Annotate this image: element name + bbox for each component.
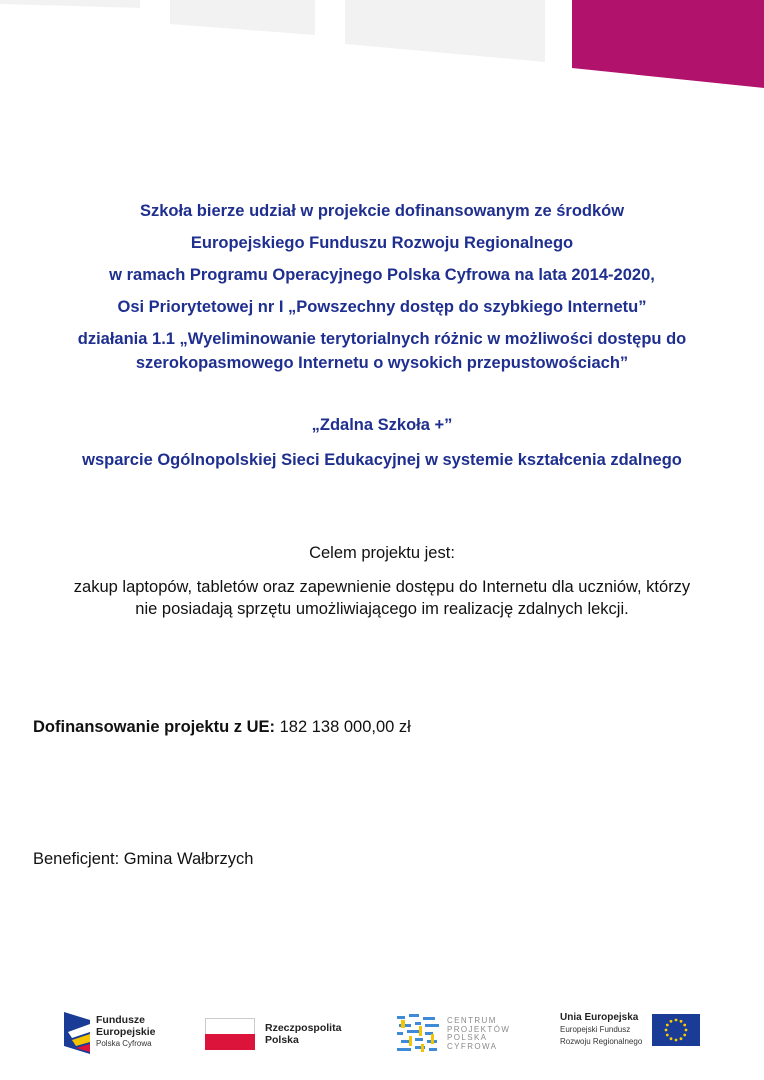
funding-label: Dofinansowanie projektu z UE: [33, 718, 276, 736]
project-subtitle: wsparcie Ogólnopolskiej Sieci Edukacyjnej w systemie kształcenia zdalnego [82, 451, 682, 469]
rp-line-1: Rzeczpospolita [265, 1022, 342, 1034]
cppc-line-4: CYFROWA [447, 1041, 498, 1051]
header-stripe-1 [0, 0, 140, 8]
intro-line-2: Europejskiego Funduszu Rozwoju Regionalnego [190, 234, 574, 252]
intro-line-1: Szkoła bierze udział w projekcie dofinansowanym ze środków [139, 202, 625, 220]
fe-star-icon [64, 1010, 90, 1054]
intro-line-4: Osi Priorytetowej nr I „Powszechny dostęp do szybkiego Internetu” [117, 298, 647, 316]
header-stripe-3 [345, 0, 545, 62]
project-name: „Zdalna Szkoła +” [311, 416, 453, 434]
intro-block [0, 200, 764, 374]
header-stripe-2 [170, 0, 315, 35]
intro-line-3: w ramach Programu Operacyjnego Polska Cyfrowa na lata 2014-2020, [109, 266, 655, 284]
cppc-line-2: PROJEKTÓW [447, 1024, 511, 1034]
logo-rzeczpospolita-polska [205, 1018, 341, 1050]
ue-line-1: Unia Europejska [560, 1012, 639, 1023]
intro-line-6: szerokopasmowego Internetu o wysokich przepustowościach” [135, 354, 629, 372]
logo-unia-europejska [560, 1012, 700, 1048]
eu-flag-icon [652, 1014, 700, 1046]
fe-line-3: Polska Cyfrowa [96, 1039, 152, 1048]
cppc-line-1: CENTRUM [447, 1016, 497, 1025]
fe-line-2: Europejskie [96, 1026, 156, 1038]
header-decoration [0, 0, 764, 100]
ue-line-2: Europejski Fundusz [560, 1025, 631, 1034]
cppc-line-3: POLSKA [447, 1033, 488, 1042]
ue-line-3: Rozwoju Regionalnego [560, 1037, 643, 1046]
cppc-pattern-icon [395, 1012, 441, 1056]
funding-line [33, 718, 411, 737]
rp-line-2: Polska [265, 1034, 299, 1046]
header-accent-block [572, 0, 764, 88]
beneficiary: Beneficjent: Gmina Wałbrzych [33, 850, 254, 868]
goal-heading: Celem projektu jest: [309, 544, 455, 562]
fe-line-1: Fundusze [96, 1014, 145, 1026]
polish-flag-icon [205, 1018, 255, 1050]
intro-line-5: działania 1.1 „Wyeliminowanie terytorialnych różnic w możliwości dostępu do [77, 330, 687, 348]
logo-cppc [395, 1012, 510, 1056]
logo-fundusze-europejskie [64, 1010, 156, 1054]
funding-amount: 182 138 000,00 zł [279, 718, 411, 736]
goal-line-1: zakup laptopów, tabletów oraz zapewnienie dostępu do Internetu dla uczniów, którzy [73, 578, 691, 596]
goal-line-2: nie posiadają sprzętu umożliwiającego im realizację zdalnych lekcji. [135, 600, 629, 618]
